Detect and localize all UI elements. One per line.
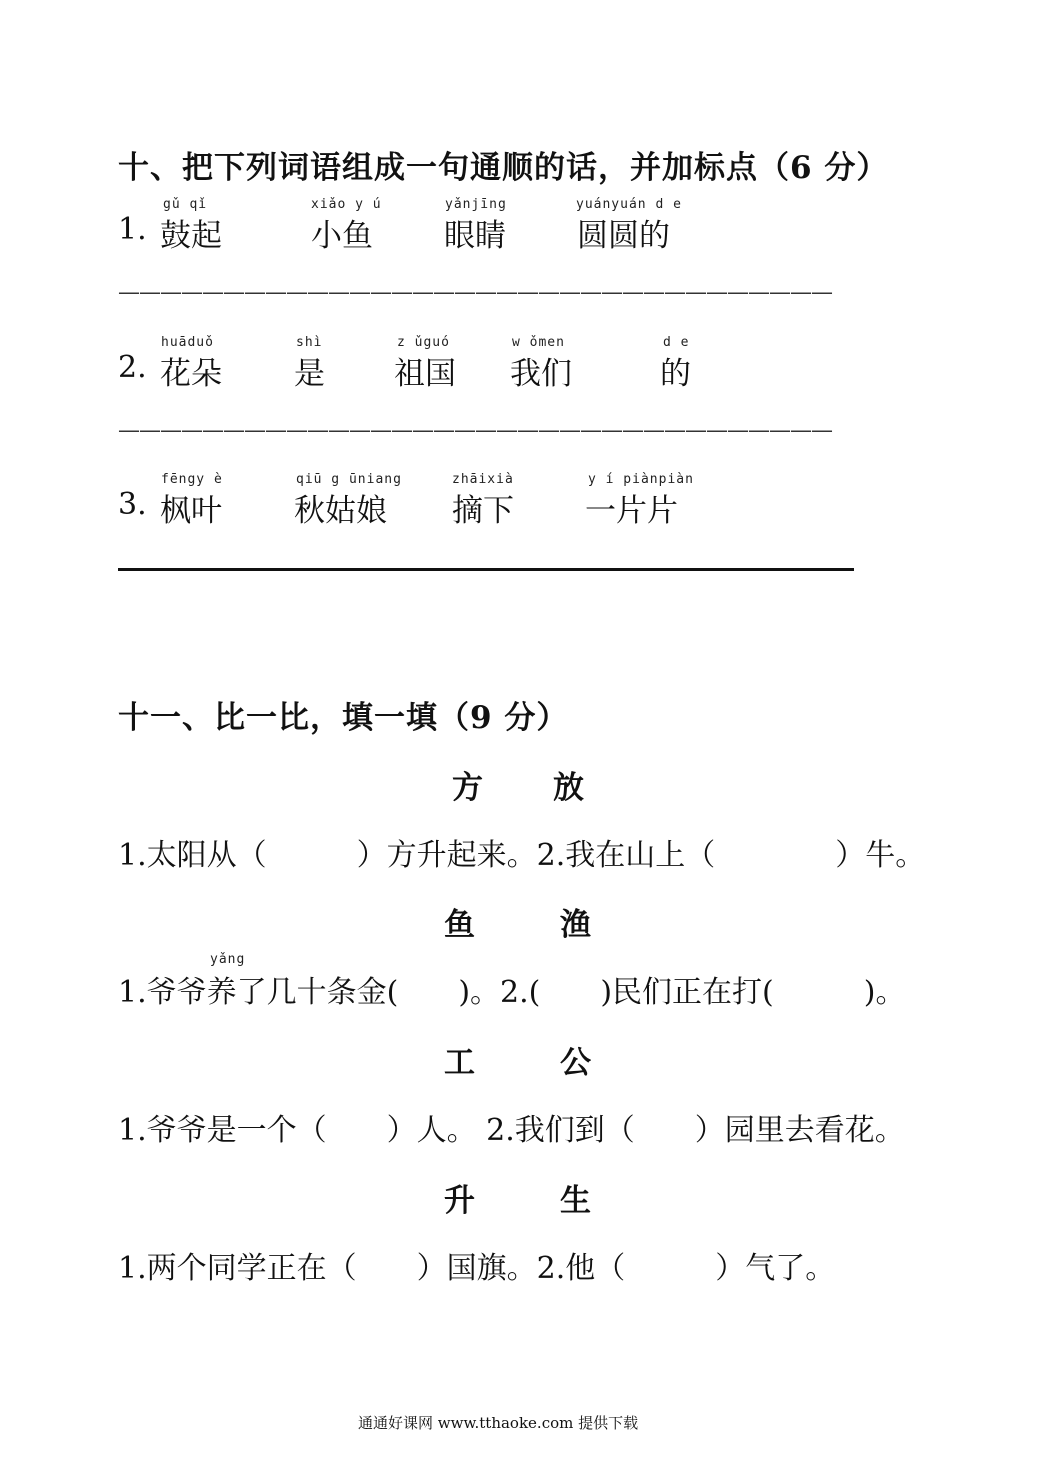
compare-char-right: 放 bbox=[553, 770, 584, 806]
pinyin: z ǔguó bbox=[397, 335, 450, 350]
item-1-number: 1. bbox=[118, 212, 147, 247]
pinyin: yuányuán d e bbox=[576, 197, 682, 212]
fill-sentence: 1.爷爷养了几十条金( )。2.( )民们正在打( )。 bbox=[118, 975, 906, 1010]
compare-char-left: 升 bbox=[444, 1183, 475, 1219]
pinyin: qiū g ūniang bbox=[296, 472, 402, 487]
pinyin: yǎnjīng bbox=[445, 197, 507, 212]
pinyin: yǎng bbox=[210, 952, 246, 967]
pinyin: huāduǒ bbox=[161, 335, 214, 350]
compare-char-left: 工 bbox=[444, 1045, 475, 1081]
word: 小鱼 bbox=[311, 218, 373, 254]
section-10-title: 十、把下列词语组成一句通顺的话，并加标点（6 分） bbox=[118, 150, 889, 186]
pinyin: zhāixià bbox=[452, 472, 514, 487]
word: 我们 bbox=[510, 356, 572, 392]
word: 摘下 bbox=[452, 493, 514, 529]
compare-char-right: 渔 bbox=[560, 907, 591, 943]
word: 枫叶 bbox=[160, 493, 222, 529]
compare-char-left: 方 bbox=[452, 770, 483, 806]
pinyin: shì bbox=[296, 335, 323, 350]
word: 的 bbox=[660, 356, 691, 392]
word: 秋姑娘 bbox=[294, 493, 387, 529]
item-2-number: 2. bbox=[118, 350, 147, 385]
fill-sentence: 1.爷爷是一个（ ）人。 2.我们到（ ）园里去看花。 bbox=[118, 1113, 905, 1148]
word: 眼睛 bbox=[444, 218, 506, 254]
fill-sentence: 1.太阳从（ ）方升起来。2.我在山上（ ）牛。 bbox=[118, 838, 926, 873]
fill-sentence: 1.两个同学正在（ ）国旗。2.他（ ）气了。 bbox=[118, 1251, 836, 1286]
compare-char-right: 公 bbox=[560, 1045, 591, 1081]
answer-line-thick bbox=[118, 568, 854, 571]
word: 花朵 bbox=[160, 356, 222, 392]
compare-char-right: 生 bbox=[560, 1183, 591, 1219]
word: 鼓起 bbox=[160, 218, 222, 254]
word: 祖国 bbox=[394, 356, 456, 392]
pinyin: d e bbox=[663, 335, 690, 350]
footer-text: 通通好课网 www.tthaoke.com 提供下载 bbox=[358, 1414, 639, 1432]
word: 圆圆的 bbox=[577, 218, 670, 254]
section-11-title: 十一、比一比，填一填（9 分） bbox=[118, 700, 569, 736]
compare-char-left: 鱼 bbox=[444, 907, 475, 943]
pinyin: w ǒmen bbox=[512, 335, 565, 350]
pinyin: y í piànpiàn bbox=[588, 472, 694, 487]
pinyin: xiǎo y ú bbox=[311, 197, 382, 212]
answer-line: —————————————————————————————————— bbox=[118, 280, 832, 305]
answer-line: —————————————————————————————————— bbox=[118, 418, 832, 443]
pinyin: fēngy è bbox=[161, 472, 223, 487]
pinyin: gǔ qǐ bbox=[163, 197, 208, 212]
word: 一片片 bbox=[585, 493, 678, 529]
word: 是 bbox=[294, 356, 325, 392]
item-3-number: 3. bbox=[118, 487, 147, 522]
